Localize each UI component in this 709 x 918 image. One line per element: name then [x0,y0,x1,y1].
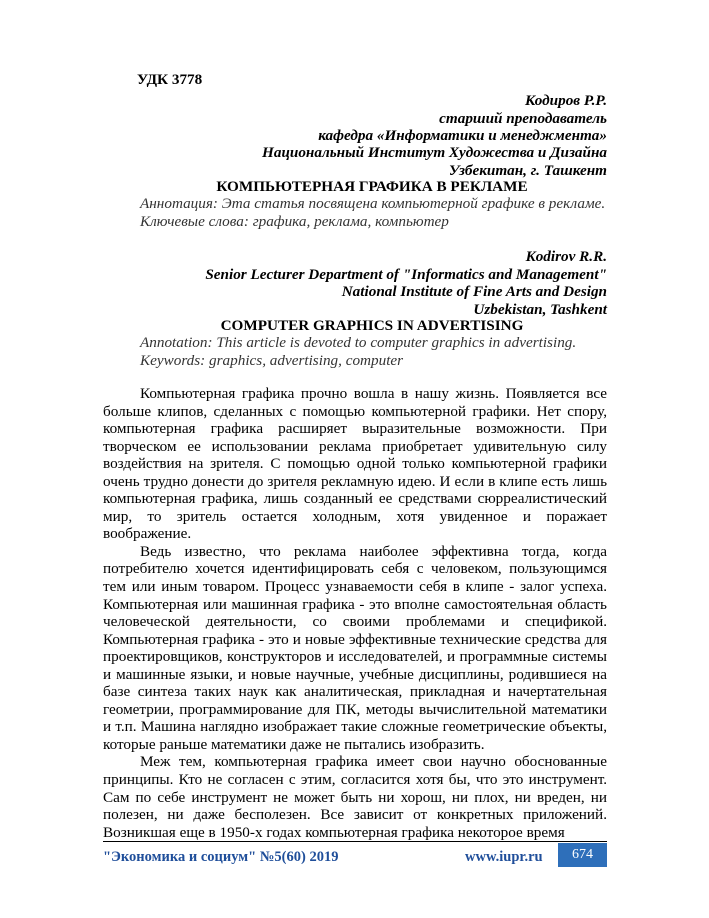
udk-code: УДК 3778 [137,71,203,88]
title-ru: КОМПЬЮТЕРНАЯ ГРАФИКА В РЕКЛАМЕ [216,178,528,195]
title-en: COMPUTER GRAPHICS IN ADVERTISING [220,317,524,334]
keywords-ru: Ключевые слова: графика, реклама, компьютер [140,213,449,230]
position-department-en: Senior Lecturer Department of "Informatics and Management" [205,266,607,283]
body-paragraph: Ведь известно, что реклама наиболее эффективна тогда, когда потребителю хочется идентифицировать себя с человеком, пользующимся тем или иным товаром. Процесс узнаваемости себя в клипе - залог успеха. Компьютерная или машинная графика - это вполне самостоятельная область человеческой деятельности, со своими проблемами и спецификой. Компьютерная графика - это и новые эффективные технические средства для проектировщиков, конструкторов и исследователей, и программные системы и машинные языки, и новые научные, учебные дисциплины, родившиеся на базе синтеза таких наук как аналитическая, прикладная и начертательная геометрии, программирование для ПК, методы вычислительной математики и т.п. Машина наглядно изображает такие сложные геометрические объекты, которые раньше математики даже не пытались изобразить. [103,542,607,753]
author-ru: Кодиров Р.Р. [525,92,607,109]
body-paragraph: Меж тем, компьютерная графика имеет свои научно обоснованные принципы. Кто не согласен с этим, согласится хотя бы, что это инструмент. Сам по себе инструмент не может быть ни хорош, ни плох, ни вреден, ни полезен, ни даже бесполезен. Все зависит от конкретных приложений. Возникшая еще в 1950-х годах компьютерная графика некоторое время [103,753,607,841]
keywords-en: Keywords: graphics, advertising, computer [140,352,404,369]
footer-divider [103,841,607,842]
journal-name: "Экономика и социум" №5(60) 2019 [103,849,339,865]
author-en: Kodirov R.R. [525,248,607,265]
article-body [103,385,607,841]
institute-en: National Institute of Fine Arts and Design [341,283,607,300]
position-ru: старший преподаватель [439,110,607,127]
body-paragraph: Компьютерная графика прочно вошла в нашу жизнь. Появляется все больше клипов, сделанных с помощью компьютерной графики. Нет спору, компьютерная графика расширяет выразительные возможности. При творческом ее использовании реклама приобретает удивительную силу воздействия на зрителя. С помощью одной только компьютерной графики очень трудно донести до зрителя рекламную идею. И если в клипе есть лишь компьютерная графика, лишь созданный ее средствами сюрреалистический мир, то зритель остается холодным, хотя увиденное и поражает воображение. [103,385,607,543]
annotation-en: Annotation: This article is devoted to computer graphics in advertising. [140,334,577,351]
page-number: 674 [558,843,607,867]
institute-ru: Национальный Институт Художества и Дизайна [262,144,607,161]
location-en: Uzbekistan, Tashkent [473,301,607,318]
annotation-ru: Аннотация: Эта статья посвящена компьютерной графике в рекламе. [140,195,606,212]
journal-site: www.iupr.ru [465,849,543,865]
location-ru: Узбекитан, г. Ташкент [448,162,607,179]
department-ru: кафедра «Информатики и менеджмента» [318,127,607,144]
